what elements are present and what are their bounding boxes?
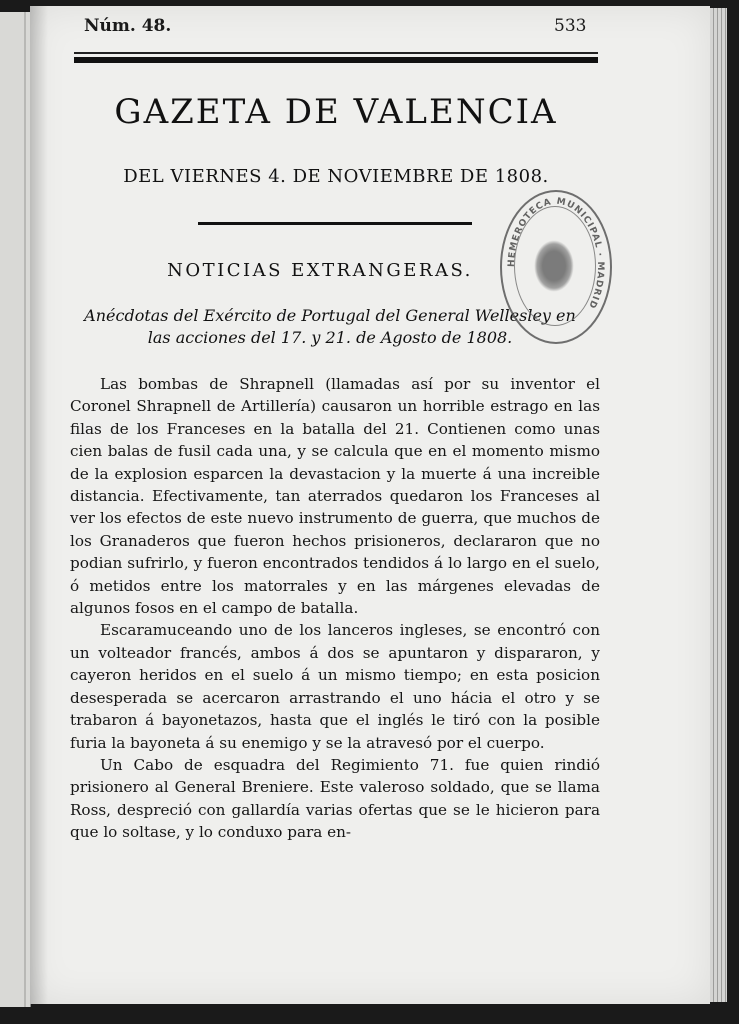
library-stamp (500, 190, 612, 344)
spine-shadow (30, 6, 48, 1004)
stamp-ring-text (502, 192, 610, 342)
stamp-label: HEMEROTECA MUNICIPAL · MADRID (506, 196, 606, 311)
article-paragraph-2: Escaramuceando uno de los lanceros ingleses, se encontró con un volteador francés, ambos á dos se apuntaron y dispararon, y cayeron heridos en el suelo á un mismo tiempo; en esta posicion desesperada se acercaron arrastrando el uno hácia el otro y se trabaron á bayonetazos, hasta que el inglés le tiró con la posible furia la bayoneta á su enemigo y se la atravesó por el cuerpo. (70, 621, 600, 752)
article-body (70, 373, 600, 844)
left-page-edge (0, 12, 31, 1007)
masthead-title: GAZETA DE VALENCIA (114, 92, 558, 132)
header-rule-thick (74, 57, 598, 63)
page-number: 533 (554, 16, 587, 36)
article-paragraph-1: Las bombas de Shrapnell (llamadas así por su inventor el Coronel Shrapnell de Artillería) causaron un horrible estrago en las filas de los Franceses en la batalla del 21. Contienen como unas cien balas de fusil cada una, y se calcula que en el momento mismo de la explosion esparcen la devastacion y la muerte á una increible distancia. Efectivamente, tan aterrados quedaron los Franceses al ver los efectos de este nuevo instrumento de guerra, que muchos de los Granaderos que fueron hechos prisioneros, declararon que no podian sufrirlo, y fueron encontrados tendidos á lo largo en el suelo, ó metidos entre los matorrales y en las márgenes elevadas de algunos fosos en el campo de batalla. (70, 375, 600, 618)
subtitle-line-1: Anécdotas del Exército de Portugal del General Wellesley en (84, 306, 576, 325)
section-divider (198, 222, 472, 225)
page-stack-edge (710, 8, 727, 1002)
svg-text:HEMEROTECA MUNICIPAL · MADRID (507, 197, 605, 311)
subtitle-line-2: las acciones del 17. y 21. de Agosto de 1808. (147, 328, 513, 347)
issue-number: Núm. 48. (84, 16, 172, 36)
section-title: NOTICIAS EXTRANGERAS. (167, 260, 473, 281)
masthead-date: DEL VIERNES 4. DE NOVIEMBRE DE 1808. (123, 166, 549, 187)
left-page-fold (24, 12, 26, 1007)
article-paragraph-3: Un Cabo de esquadra del Regimiento 71. fue quien rindió prisionero al General Breniere. Este valeroso soldado, que se llama Ross, despreció con gallardía varias ofertas que se le hicieron para que lo soltase, y lo conduxo para en- (70, 755, 600, 842)
header-rule-thin (74, 52, 598, 54)
